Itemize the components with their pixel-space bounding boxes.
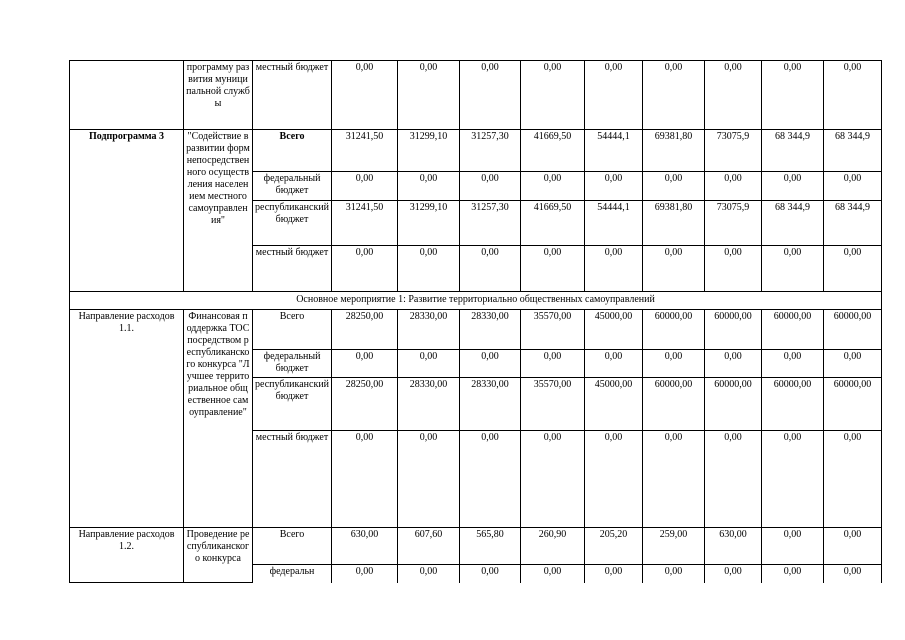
value-cell: 68 344,9 (824, 201, 882, 246)
value-cell: 205,20 (585, 528, 643, 565)
measure-name: программу развития муниципальной службы (184, 61, 253, 130)
table-row (70, 528, 882, 565)
value-cell: 0,00 (332, 565, 398, 583)
value-cell: 0,00 (824, 172, 882, 201)
value-cell: 0,00 (585, 172, 643, 201)
value-cell: 0,00 (824, 565, 882, 583)
value-cell: 0,00 (705, 565, 762, 583)
value-cell: 28250,00 (332, 310, 398, 350)
value-cell: 28250,00 (332, 378, 398, 431)
value-cell: 0,00 (460, 350, 521, 378)
value-cell: 0,00 (824, 350, 882, 378)
direction-label: Направление расходов 1.2. (70, 528, 184, 583)
value-cell: 45000,00 (585, 310, 643, 350)
value-cell: 0,00 (332, 350, 398, 378)
direction-name: Финансовая поддержка ТОС посредством республиканского конкурса "Лучшее территориальное общественное самоуправление" (184, 310, 253, 528)
value-cell: 607,60 (398, 528, 460, 565)
value-cell: 0,00 (643, 172, 705, 201)
value-cell: 0,00 (332, 431, 398, 528)
value-cell: 0,00 (460, 565, 521, 583)
value-cell: 68 344,9 (762, 130, 824, 172)
value-cell: 0,00 (398, 565, 460, 583)
value-cell: 60000,00 (643, 310, 705, 350)
value-cell: 31299,10 (398, 130, 460, 172)
subprogram-label: Подпрограмма 3 (70, 130, 184, 292)
value-cell: 28330,00 (460, 378, 521, 431)
value-cell: 28330,00 (460, 310, 521, 350)
funding-source: республиканский бюджет (253, 378, 332, 431)
value-cell: 0,00 (521, 246, 585, 292)
budget-table (69, 60, 882, 583)
value-cell: 60000,00 (705, 310, 762, 350)
value-cell: 0,00 (398, 172, 460, 201)
value-cell: 0,00 (460, 246, 521, 292)
value-cell: 0,00 (762, 431, 824, 528)
value-cell: 0,00 (398, 350, 460, 378)
value-cell: 31241,50 (332, 201, 398, 246)
value-cell: 0,00 (824, 246, 882, 292)
value-cell: 0,00 (460, 431, 521, 528)
table-row (70, 61, 882, 130)
direction-label: Направление расходов 1.1. (70, 310, 184, 528)
value-cell: 630,00 (705, 528, 762, 565)
value-cell: 0,00 (643, 431, 705, 528)
value-cell: 0,00 (643, 565, 705, 583)
value-cell: 41669,50 (521, 201, 585, 246)
value-cell: 0,00 (705, 172, 762, 201)
funding-source: федеральный бюджет (253, 350, 332, 378)
funding-source: местный бюджет (253, 61, 332, 130)
value-cell: 0,00 (643, 61, 705, 130)
value-cell: 0,00 (398, 431, 460, 528)
value-cell: 0,00 (705, 431, 762, 528)
value-cell: 0,00 (585, 246, 643, 292)
table-row (70, 292, 882, 310)
value-cell: 31257,30 (460, 201, 521, 246)
value-cell: 0,00 (585, 61, 643, 130)
value-cell: 0,00 (824, 61, 882, 130)
value-cell: 0,00 (762, 172, 824, 201)
value-cell: 0,00 (332, 246, 398, 292)
value-cell: 28330,00 (398, 310, 460, 350)
value-cell: 0,00 (762, 350, 824, 378)
value-cell: 0,00 (460, 61, 521, 130)
value-cell: 0,00 (398, 61, 460, 130)
funding-source: Всего (253, 130, 332, 172)
value-cell: 54444,1 (585, 130, 643, 172)
value-cell: 0,00 (521, 172, 585, 201)
value-cell: 565,80 (460, 528, 521, 565)
value-cell: 41669,50 (521, 130, 585, 172)
value-cell: 0,00 (824, 431, 882, 528)
value-cell: 60000,00 (762, 310, 824, 350)
value-cell: 0,00 (824, 528, 882, 565)
value-cell: 0,00 (585, 350, 643, 378)
value-cell: 0,00 (762, 61, 824, 130)
value-cell: 630,00 (332, 528, 398, 565)
section-heading: Основное мероприятие 1: Развитие территориально общественных самоуправлений (70, 292, 882, 310)
value-cell: 35570,00 (521, 378, 585, 431)
funding-source: федеральн (253, 565, 332, 583)
value-cell: 0,00 (398, 246, 460, 292)
value-cell: 0,00 (521, 431, 585, 528)
value-cell: 31241,50 (332, 130, 398, 172)
value-cell: 0,00 (585, 431, 643, 528)
value-cell: 0,00 (762, 246, 824, 292)
value-cell: 0,00 (705, 246, 762, 292)
funding-source: федеральный бюджет (253, 172, 332, 201)
funding-source: местный бюджет (253, 431, 332, 528)
value-cell: 60000,00 (705, 378, 762, 431)
funding-source: Всего (253, 528, 332, 565)
subprogram-name: "Содействие в развитии форм непосредственного осуществления населением местного самоуправления" (184, 130, 253, 292)
value-cell: 0,00 (521, 61, 585, 130)
value-cell: 0,00 (521, 350, 585, 378)
value-cell: 0,00 (460, 172, 521, 201)
value-cell: 68 344,9 (762, 201, 824, 246)
value-cell: 60000,00 (824, 310, 882, 350)
value-cell: 60000,00 (824, 378, 882, 431)
value-cell: 45000,00 (585, 378, 643, 431)
value-cell: 68 344,9 (824, 130, 882, 172)
value-cell: 31257,30 (460, 130, 521, 172)
value-cell: 73075,9 (705, 130, 762, 172)
funding-source: Всего (253, 310, 332, 350)
value-cell: 0,00 (705, 350, 762, 378)
value-cell: 0,00 (762, 528, 824, 565)
value-cell: 31299,10 (398, 201, 460, 246)
funding-source: местный бюджет (253, 246, 332, 292)
value-cell: 259,00 (643, 528, 705, 565)
value-cell: 35570,00 (521, 310, 585, 350)
value-cell: 73075,9 (705, 201, 762, 246)
row-label (70, 61, 184, 130)
value-cell: 0,00 (643, 350, 705, 378)
value-cell: 69381,80 (643, 201, 705, 246)
value-cell: 0,00 (762, 565, 824, 583)
value-cell: 260,90 (521, 528, 585, 565)
value-cell: 54444,1 (585, 201, 643, 246)
value-cell: 0,00 (705, 61, 762, 130)
funding-source: республиканский бюджет (253, 201, 332, 246)
table-row (70, 310, 882, 350)
table-row (70, 130, 882, 172)
value-cell: 60000,00 (643, 378, 705, 431)
value-cell: 0,00 (332, 61, 398, 130)
value-cell: 60000,00 (762, 378, 824, 431)
value-cell: 28330,00 (398, 378, 460, 431)
value-cell: 0,00 (585, 565, 643, 583)
value-cell: 69381,80 (643, 130, 705, 172)
value-cell: 0,00 (643, 246, 705, 292)
value-cell: 0,00 (332, 172, 398, 201)
value-cell: 0,00 (521, 565, 585, 583)
direction-name: Проведение республиканского конкурса (184, 528, 253, 583)
